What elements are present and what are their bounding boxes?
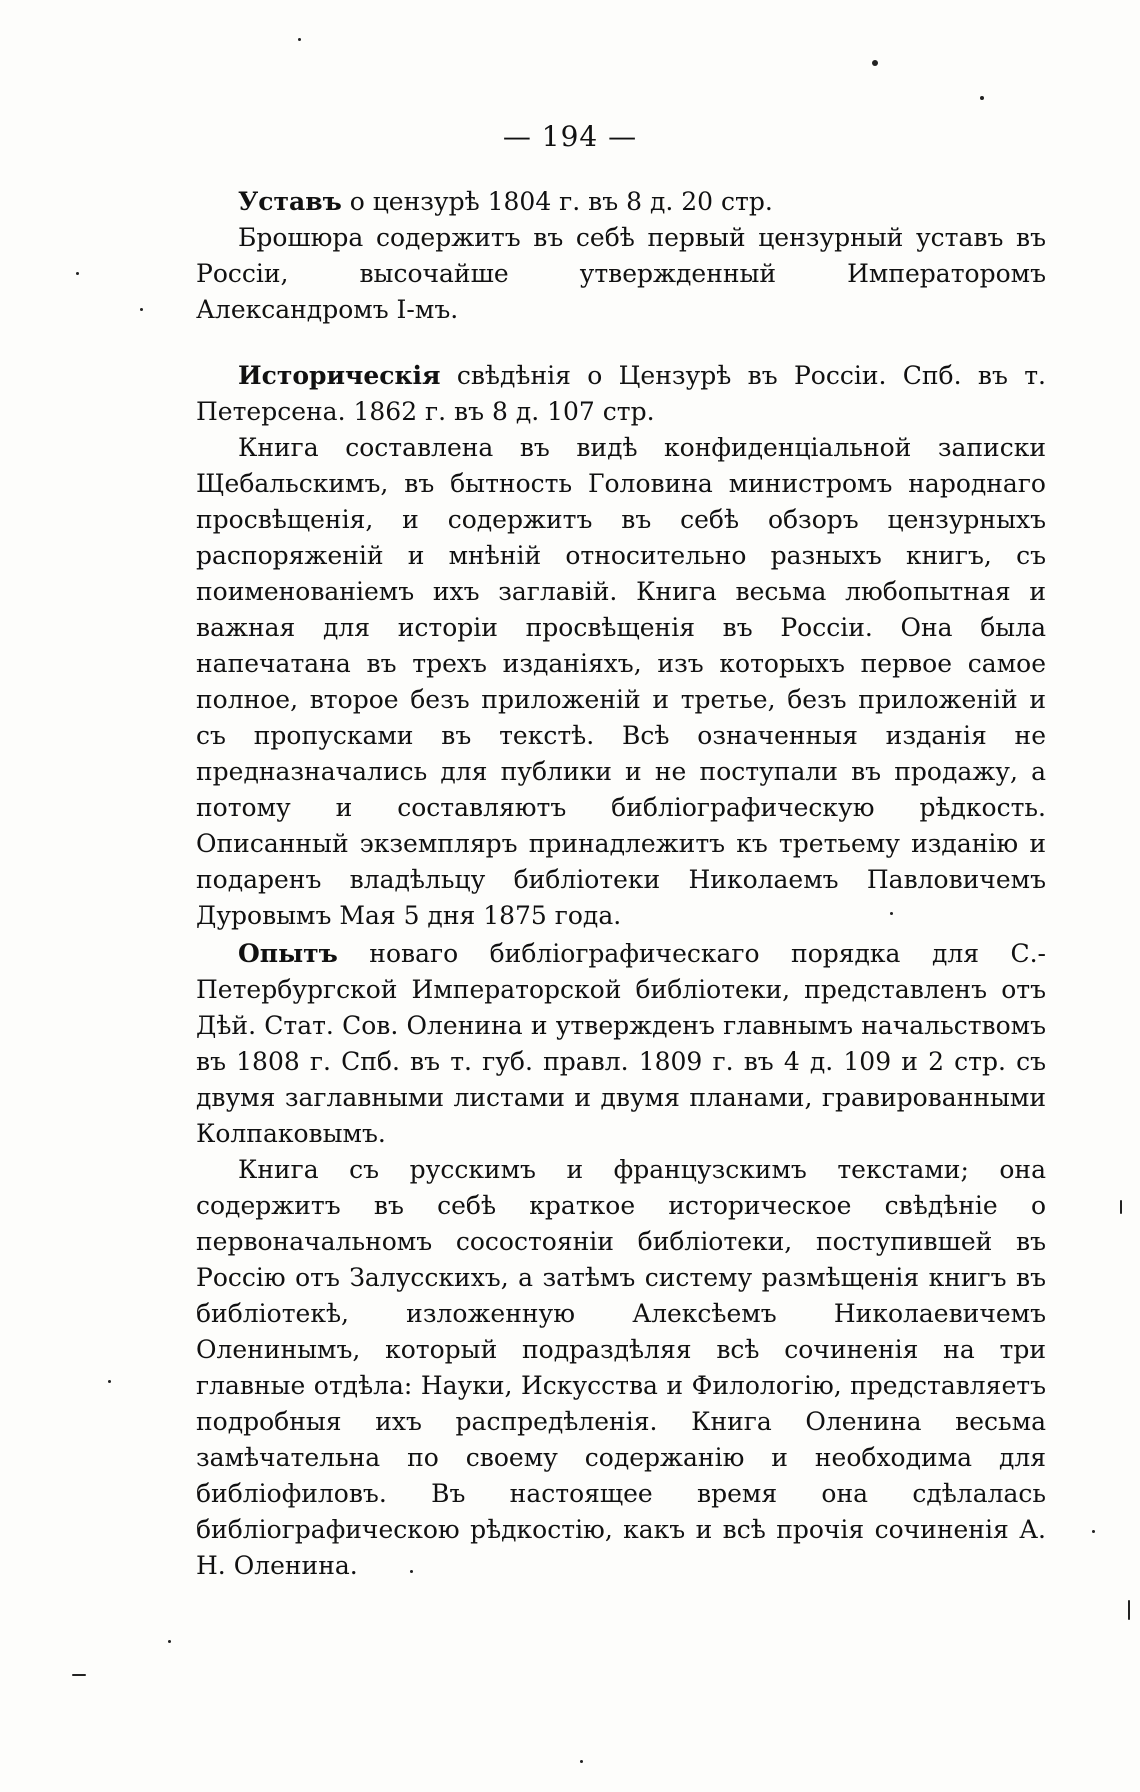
speck bbox=[72, 1674, 86, 1676]
entry-heading-text: свѣдѣнія о Цензурѣ въ Россіи. Спб. въ т. Петерсена. 1862 г. въ 8 д. 107 стр. bbox=[196, 361, 1046, 426]
speck bbox=[140, 308, 143, 311]
entry-heading-text: о цензурѣ 1804 г. въ 8 д. 20 стр. bbox=[341, 187, 773, 216]
speck bbox=[168, 1640, 171, 1643]
entry-lead-word: Опытъ bbox=[238, 939, 338, 968]
entry-description: Книга съ русскимъ и французскимъ текстами; она содержитъ въ себѣ краткое историческое свѣдѣніе о первоначальномъ сосостояніи библіотеки, поступившей въ Россію отъ Залусскихъ, а затѣмъ систему размѣщенія книгъ въ библіотекѣ, изложенную Алексѣемъ Николаевичемъ Оленинымъ, который подраздѣляя всѣ сочиненія на три главные отдѣла: Науки, Искусства и Филологію, представляетъ подробныя ихъ распредѣленія. Книга Оленина весьма замѣчательна по своему содержанію и необходима для библіофиловъ. Въ настоящее время она сдѣлалась библіографическою рѣдкостію, какъ и всѣ прочія сочиненія А. Н. Оленина. bbox=[196, 1155, 1046, 1580]
entry-heading bbox=[196, 358, 1046, 430]
speck bbox=[1092, 1530, 1095, 1533]
catalog-entry bbox=[196, 358, 1046, 934]
entry-heading bbox=[196, 936, 1046, 1152]
speck bbox=[980, 96, 984, 100]
entry-description: Книга составлена въ видѣ конфиденціальной записки Щебальскимъ, въ бытность Головина министромъ народнаго просвѣщенія, и содержитъ въ себѣ обзоръ цензурныхъ распоряженій и мнѣній относительно разныхъ книгъ, съ поименованіемъ ихъ заглавій. Книга весьма любопытная и важная для исторіи просвѣщенія въ Россіи. Она была напечатана въ трехъ изданіяхъ, изъ которыхъ первое самое полное, второе безъ приложеній и третье, безъ приложеній и съ пропусками въ текстѣ. Всѣ означенныя изданія не предназначались для публики и не поступали въ продажу, а потому и составляютъ библіографическую рѣдкость. Описанный экземпляръ принадлежитъ къ третьему изданію и подаренъ владѣльцу библіотеки Николаемъ Павловичемъ Дуровымъ Мая 5 дня 1875 года. bbox=[196, 433, 1046, 930]
speck bbox=[1120, 1200, 1122, 1214]
speck bbox=[872, 60, 878, 66]
page-number: — 194 — bbox=[502, 120, 638, 153]
entry-lead-word: Уставъ bbox=[238, 187, 342, 216]
speck bbox=[108, 1380, 111, 1383]
catalog-entry bbox=[196, 936, 1046, 1584]
entry-description: Брошюра содержитъ въ себѣ первый цензурный уставъ въ Россіи, высочайше утвержденный Императоромъ Александромъ І-мъ. bbox=[196, 223, 1046, 324]
speck bbox=[1128, 1600, 1130, 1620]
speck bbox=[298, 38, 301, 41]
speck bbox=[76, 272, 79, 275]
speck bbox=[410, 1570, 413, 1573]
speck bbox=[890, 912, 893, 915]
catalog-entry bbox=[196, 184, 1046, 328]
entry-heading bbox=[196, 184, 1046, 220]
entry-lead-word: Историческія bbox=[238, 361, 441, 390]
entry-heading-text: новаго библіографическаго порядка для С.-Петербургской Императорской библіотеки, представленъ отъ Дѣй. Стат. Сов. Оленина и утвержденъ главнымъ начальствомъ въ 1808 г. Спб. въ т. губ. правл. 1809 г. въ 4 д. 109 и 2 стр. съ двумя заглавными листами и двумя планами, гравированными Колпаковымъ. bbox=[196, 939, 1046, 1148]
speck bbox=[580, 1760, 583, 1763]
